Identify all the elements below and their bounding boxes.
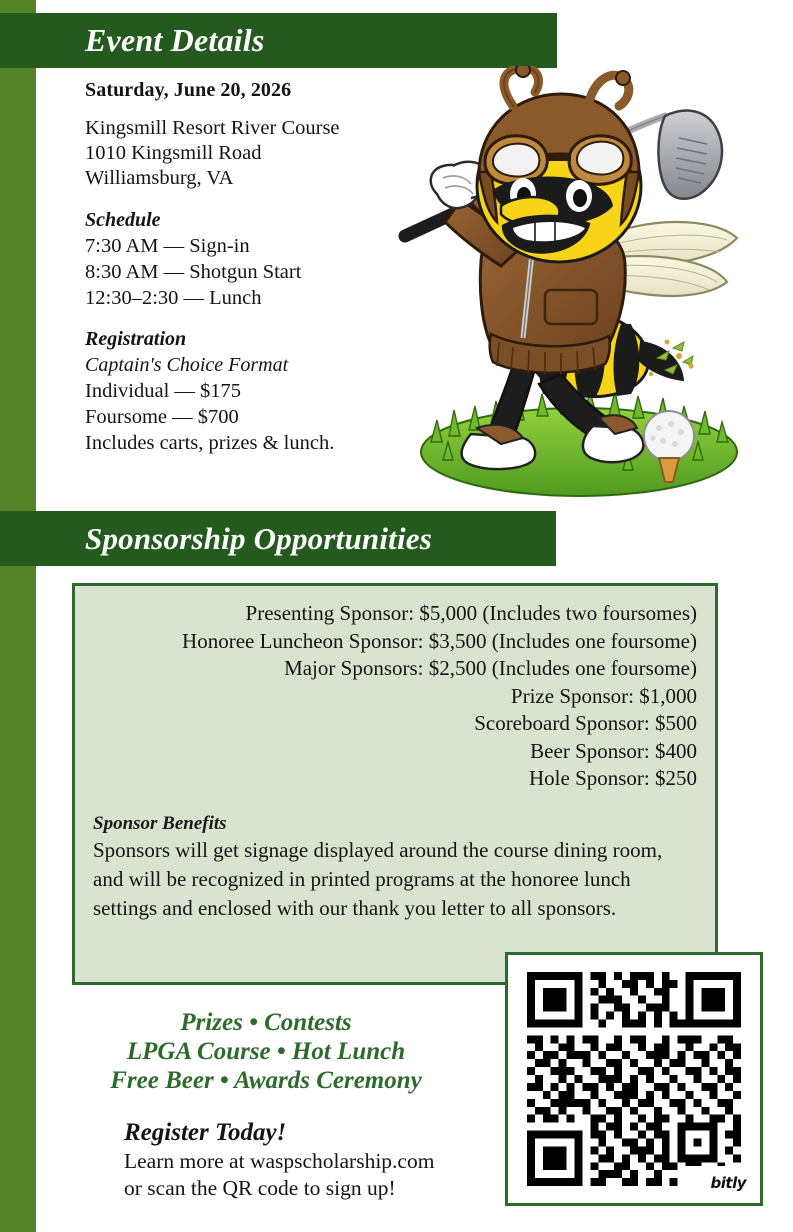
sponsor-tier-row: Honoree Luncheon Sponsor: $3,500 (Includes one foursome)	[182, 628, 697, 653]
registration-item-3: Includes carts, prizes & lunch.	[85, 432, 335, 454]
schedule-block	[85, 207, 385, 311]
schedule-item-1: 7:30 AM — Sign-in	[85, 235, 250, 257]
registration-block	[85, 326, 385, 456]
register-qr-line: or scan the QR code to sign up!	[124, 1176, 396, 1200]
sponsor-tier-row: Presenting Sponsor: $5,000 (Includes two foursomes)	[245, 601, 697, 625]
sponsor-benefits-body: Sponsors will get signage displayed around the course dining room, and will be recognized in printed programs at the honoree lunch settings and enclosed with our thank you letter to all sponsors.	[93, 837, 663, 920]
venue-line-2: 1010 Kingsmill Road	[85, 142, 262, 164]
bitly-logo: bitly	[710, 1174, 746, 1192]
sponsor-tier-row: Prize Sponsor: $1,000	[510, 683, 697, 708]
schedule-item-2: 8:30 AM — Shotgun Start	[85, 261, 302, 283]
highlight-line-2: LPGA Course • Hot Lunch	[126, 1038, 406, 1065]
highlight-line-3: Free Beer • Awards Ceremony	[110, 1067, 422, 1094]
event-venue	[85, 116, 385, 191]
sponsor-benefits-heading: Sponsor Benefits	[93, 812, 227, 834]
sponsor-tier-row: Scoreboard Sponsor: $500	[474, 711, 697, 735]
sponsorship-title: Sponsorship Opportunities	[85, 520, 432, 556]
registration-item-1: Individual — $175	[85, 380, 242, 402]
event-highlights	[36, 1008, 496, 1095]
registration-format: Captain's Choice Format	[85, 354, 289, 376]
event-details-title: Event Details	[85, 22, 265, 58]
golfing-wasp-mascot-illustration	[383, 66, 783, 504]
sponsorship-box	[72, 583, 718, 985]
registration-heading: Registration	[85, 328, 187, 350]
event-details-content	[85, 78, 385, 471]
venue-line-3: Williamsburg, VA	[85, 167, 234, 189]
event-date: Saturday, June 20, 2026	[85, 79, 292, 101]
highlight-line-1: Prizes • Contests	[180, 1009, 352, 1036]
event-details-banner	[0, 13, 557, 68]
schedule-heading: Schedule	[85, 209, 161, 231]
register-heading: Register Today!	[124, 1119, 287, 1146]
sponsor-tier-row: Hole Sponsor: $250	[529, 766, 697, 790]
register-website-line: Learn more at waspscholarship.com	[124, 1149, 435, 1173]
sponsor-tier-list	[85, 600, 697, 793]
registration-item-2: Foursome — $700	[85, 406, 239, 428]
qr-code[interactable]	[505, 952, 763, 1206]
left-accent-stripe	[0, 0, 36, 1232]
sponsorship-banner	[0, 511, 556, 566]
venue-line-1: Kingsmill Resort River Course	[85, 117, 340, 139]
sponsor-tier-row: Beer Sponsor: $400	[530, 738, 697, 763]
schedule-item-3: 12:30–2:30 — Lunch	[85, 287, 262, 309]
sponsor-benefits	[93, 811, 695, 923]
sponsor-tier-row: Major Sponsors: $2,500 (Includes one foursome)	[284, 656, 697, 680]
register-block	[124, 1117, 524, 1202]
